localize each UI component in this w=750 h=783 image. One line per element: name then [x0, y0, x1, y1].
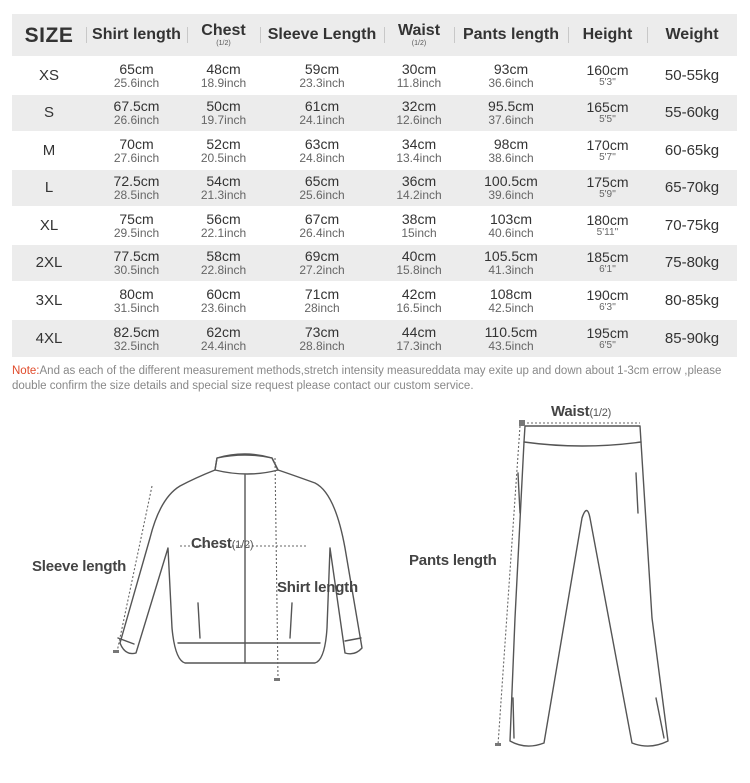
column-header-label: Pants length: [462, 26, 559, 43]
header-row: [12, 14, 737, 57]
metric-value: 36cm: [401, 173, 437, 190]
metric-value: 65cm: [304, 173, 340, 190]
weight-cell: 65-70kg: [647, 169, 737, 207]
measurement-cell: [384, 132, 454, 170]
metric-value: 190cm: [586, 286, 629, 303]
measurement-cell: [187, 94, 260, 132]
measurement-cell: [187, 207, 260, 245]
column-header: [12, 14, 86, 57]
measurement-cell: [187, 319, 260, 357]
measurement-cell: [568, 169, 647, 207]
chest-label: [191, 535, 253, 552]
metric-value: 70cm: [119, 135, 154, 152]
imperial-value: 43.5inch: [488, 338, 534, 353]
measurement-cell: [454, 207, 568, 245]
measurement-cell: [187, 132, 260, 170]
column-header-label: Sleeve Length: [267, 26, 377, 43]
sleeve-length-label: Sleeve length: [32, 558, 127, 575]
metric-value: 185cm: [586, 249, 629, 266]
measurement-cell: [86, 132, 187, 170]
metric-value: 62cm: [206, 323, 241, 340]
weight-cell: 85-90kg: [647, 319, 737, 357]
metric-value: 60cm: [206, 285, 241, 302]
metric-value: 82.5cm: [113, 323, 160, 340]
imperial-value: 6'5'': [599, 339, 616, 351]
measurement-cell: [86, 319, 187, 357]
metric-value: 195cm: [586, 324, 629, 341]
imperial-value: 20.5inch: [200, 150, 247, 165]
size-chart-table: [12, 14, 737, 357]
metric-value: 105.5cm: [484, 248, 538, 265]
table-row: [12, 169, 737, 207]
waist-label: [551, 403, 611, 420]
imperial-value: 6'3'': [599, 301, 616, 313]
table-row: [12, 319, 737, 357]
measurement-diagram: [0, 398, 750, 778]
imperial-value: 15.8inch: [396, 263, 442, 278]
metric-value: 77.5cm: [113, 248, 160, 265]
column-header-label: Waist: [397, 22, 441, 39]
metric-value: 93cm: [493, 60, 529, 77]
imperial-value: 6'1'': [599, 264, 616, 276]
measurement-cell: [384, 282, 454, 320]
size-cell: S: [12, 94, 86, 132]
imperial-value: 15inch: [401, 225, 437, 240]
table-row: [12, 282, 737, 320]
measurement-cell: [454, 94, 568, 132]
imperial-value: 24.8inch: [299, 150, 345, 165]
pants-zip-left: [513, 698, 514, 738]
imperial-value: 26.4inch: [299, 225, 345, 240]
measurement-cell: [454, 57, 568, 95]
size-cell: 3XL: [12, 282, 86, 320]
metric-value: 110.5cm: [484, 323, 538, 340]
metric-value: 95.5cm: [488, 98, 534, 115]
measurement-cell: [568, 57, 647, 95]
chest-label-sub: (1/2): [231, 539, 254, 551]
column-header: [568, 14, 647, 57]
waist-label-text: Waist: [551, 403, 590, 420]
imperial-value: 13.4inch: [396, 150, 442, 165]
weight-cell: 80-85kg: [647, 282, 737, 320]
pants-pocket-left: [518, 473, 520, 513]
imperial-value: 5'5'': [599, 114, 616, 126]
weight-cell: 75-80kg: [647, 244, 737, 282]
measurement-cell: [260, 94, 384, 132]
measurement-cell: [86, 57, 187, 95]
measurement-cell: [568, 132, 647, 170]
column-header: [260, 14, 384, 57]
metric-value: 180cm: [586, 211, 629, 228]
measurement-cell: [568, 94, 647, 132]
metric-value: 67cm: [304, 210, 340, 227]
pants-outline: [510, 426, 668, 746]
measurement-cell: [86, 244, 187, 282]
metric-value: 59cm: [304, 60, 340, 77]
imperial-value: 24.4inch: [200, 338, 247, 353]
table-row: [12, 57, 737, 95]
imperial-value: 5'3'': [599, 76, 616, 88]
metric-value: 170cm: [586, 136, 629, 153]
metric-value: 75cm: [119, 210, 154, 227]
column-header: [384, 14, 454, 57]
measurement-cell: [86, 282, 187, 320]
imperial-value: 22.8inch: [200, 263, 247, 278]
measurement-cell: [454, 282, 568, 320]
measurement-note: [12, 364, 740, 394]
metric-value: 44cm: [401, 323, 437, 340]
column-header-label: Weight: [665, 26, 719, 43]
weight-cell: 50-55kg: [647, 57, 737, 95]
metric-value: 56cm: [206, 210, 241, 227]
size-cell: M: [12, 132, 86, 170]
measurement-cell: [260, 169, 384, 207]
measurement-cell: [187, 244, 260, 282]
measurement-cell: [260, 57, 384, 95]
jacket-collar: [215, 455, 278, 474]
column-header-sub: (1/2): [411, 40, 427, 47]
metric-value: 108cm: [489, 285, 533, 302]
imperial-value: 37.6inch: [488, 113, 534, 128]
imperial-value: 30.5inch: [113, 263, 160, 278]
imperial-value: 5'9'': [599, 189, 616, 201]
table-row: [12, 244, 737, 282]
imperial-value: 12.6inch: [396, 113, 442, 128]
garment-illustration: [0, 398, 750, 778]
size-cell: 4XL: [12, 319, 86, 357]
metric-value: 58cm: [206, 248, 241, 265]
imperial-value: 21.3inch: [200, 188, 247, 203]
chest-label-text: Chest: [191, 535, 232, 552]
imperial-value: 31.5inch: [113, 300, 160, 315]
imperial-value: 41.3inch: [488, 263, 534, 278]
metric-value: 61cm: [304, 98, 340, 115]
column-header-sub: (1/2): [216, 40, 231, 47]
shirt-length-label: Shirt length: [277, 579, 358, 596]
measurement-cell: [86, 169, 187, 207]
imperial-value: 18.9inch: [200, 75, 247, 90]
pants-pocket-right: [636, 473, 638, 513]
measurement-cell: [86, 94, 187, 132]
imperial-value: 28.8inch: [299, 338, 345, 353]
measurement-cell: [384, 319, 454, 357]
measurement-cell: [86, 207, 187, 245]
column-header-label: Chest: [201, 22, 246, 39]
column-header: [187, 14, 260, 57]
metric-value: 73cm: [304, 323, 340, 340]
metric-value: 48cm: [206, 60, 241, 77]
weight-cell: 60-65kg: [647, 132, 737, 170]
pants-length-label: Pants length: [409, 552, 497, 569]
metric-value: 32cm: [401, 98, 437, 115]
measurement-cell: [260, 132, 384, 170]
column-header: [86, 14, 187, 57]
imperial-value: 23.6inch: [200, 300, 247, 315]
imperial-value: 24.1inch: [299, 113, 345, 128]
measurement-cell: [454, 244, 568, 282]
imperial-value: 28inch: [304, 300, 340, 315]
imperial-value: 5'11'': [596, 226, 619, 238]
shirt-measure-line: [275, 458, 278, 680]
metric-value: 98cm: [493, 135, 529, 152]
metric-value: 69cm: [304, 248, 340, 265]
measurement-cell: [260, 244, 384, 282]
size-cell: XS: [12, 57, 86, 95]
imperial-value: 22.1inch: [200, 225, 247, 240]
metric-value: 42cm: [401, 285, 437, 302]
jacket-cuff-right: [345, 638, 361, 641]
measurement-cell: [260, 319, 384, 357]
imperial-value: 42.5inch: [488, 300, 534, 315]
metric-value: 40cm: [401, 248, 437, 265]
metric-value: 165cm: [586, 99, 629, 116]
imperial-value: 28.5inch: [113, 188, 160, 203]
imperial-value: 23.3inch: [299, 75, 345, 90]
metric-value: 54cm: [206, 173, 241, 190]
imperial-value: 16.5inch: [396, 300, 442, 315]
imperial-value: 11.8inch: [396, 75, 442, 90]
measurement-cell: [384, 207, 454, 245]
size-cell: L: [12, 169, 86, 207]
note-text: And as each of the different measurement methods,stretch intensity measureddata may exite up and down about 1-3cm errow ,please double confirm the size details and special size request please contact our custom service.: [12, 365, 722, 392]
imperial-value: 26.6inch: [113, 113, 160, 128]
table-body: [12, 57, 737, 357]
jacket-outline: [120, 454, 362, 663]
note-label: Note:: [12, 365, 40, 377]
column-header-label: Height: [582, 26, 633, 43]
imperial-value: 36.6inch: [488, 75, 534, 90]
measurement-cell: [454, 132, 568, 170]
measurement-cell: [568, 319, 647, 357]
metric-value: 103cm: [489, 210, 533, 227]
measurement-cell: [384, 57, 454, 95]
measurement-cell: [454, 169, 568, 207]
imperial-value: 14.2inch: [396, 188, 442, 203]
measurement-cell: [454, 319, 568, 357]
measurement-cell: [384, 94, 454, 132]
size-cell: XL: [12, 207, 86, 245]
metric-value: 52cm: [206, 135, 241, 152]
measurement-cell: [187, 57, 260, 95]
metric-value: 71cm: [304, 285, 340, 302]
column-header-label: SIZE: [24, 23, 74, 47]
metric-value: 100.5cm: [484, 173, 538, 190]
imperial-value: 5'7'': [599, 151, 616, 163]
imperial-value: 27.6inch: [113, 150, 160, 165]
table-row: [12, 94, 737, 132]
jacket-pocket-right: [290, 603, 292, 638]
measurement-cell: [568, 244, 647, 282]
column-header: [454, 14, 568, 57]
column-header-label: Shirt length: [92, 26, 181, 43]
imperial-value: 25.6inch: [113, 75, 160, 90]
imperial-value: 27.2inch: [299, 263, 345, 278]
metric-value: 65cm: [119, 60, 154, 77]
measurement-cell: [260, 282, 384, 320]
column-header: [647, 14, 737, 57]
weight-cell: 70-75kg: [647, 207, 737, 245]
imperial-value: 40.6inch: [488, 225, 534, 240]
imperial-value: 38.6inch: [488, 150, 534, 165]
measurement-cell: [568, 282, 647, 320]
waist-label-sub: (1/2): [589, 407, 612, 419]
imperial-value: 32.5inch: [113, 338, 160, 353]
metric-value: 34cm: [401, 135, 437, 152]
metric-value: 80cm: [119, 285, 154, 302]
metric-value: 175cm: [586, 174, 629, 191]
imperial-value: 19.7inch: [200, 113, 247, 128]
metric-value: 50cm: [206, 98, 241, 115]
measurement-cell: [260, 207, 384, 245]
measurement-cell: [568, 207, 647, 245]
metric-value: 38cm: [401, 210, 437, 227]
measurement-cell: [384, 169, 454, 207]
metric-value: 63cm: [304, 135, 340, 152]
table-row: [12, 132, 737, 170]
jacket-pocket-left: [198, 603, 200, 638]
weight-cell: 55-60kg: [647, 94, 737, 132]
pants-waistband: [524, 442, 641, 446]
measurement-cell: [187, 169, 260, 207]
measurement-cell: [384, 244, 454, 282]
measurement-cell: [187, 282, 260, 320]
metric-value: 160cm: [586, 61, 629, 78]
imperial-value: 17.3inch: [396, 338, 442, 353]
imperial-value: 29.5inch: [113, 225, 160, 240]
size-cell: 2XL: [12, 244, 86, 282]
imperial-value: 25.6inch: [299, 188, 345, 203]
metric-value: 30cm: [401, 60, 437, 77]
imperial-value: 39.6inch: [488, 188, 534, 203]
metric-value: 72.5cm: [113, 173, 160, 190]
table-row: [12, 207, 737, 245]
metric-value: 67.5cm: [113, 98, 160, 115]
